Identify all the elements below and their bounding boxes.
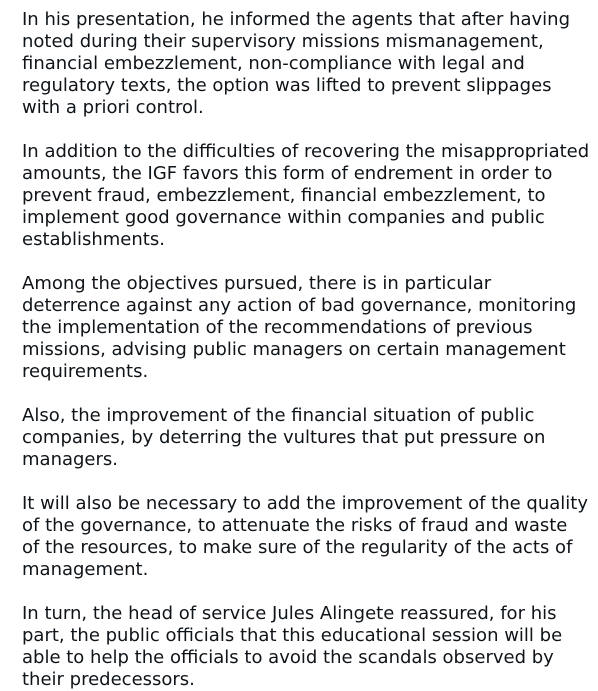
paragraph-presentation: In his presentation, he informed the agents that after having noted during their supervisory missions mismanagement, financial embezzlement, non-compliance with legal and regulatory texts, the option was lifted to prevent slippages with a priori control. xyxy=(22,9,570,118)
paragraph-head-of-service: In turn, the head of service Jules Alingete reassured, for his part, the public officials that this educational session will be able to help the officials to avoid the scandals observed by their predecessors. xyxy=(22,603,563,690)
paragraph-governance-quality: It will also be necessary to add the improvement of the quality of the governance, to attenuate the risks of fraud and waste of the resources, to make sure of the regularity of the acts of management. xyxy=(22,493,588,580)
paragraph-financial-situation: Also, the improvement of the financial situation of public companies, by deterring the vultures that put pressure on managers. xyxy=(22,405,546,470)
paragraph-objectives: Among the objectives pursued, there is in particular deterrence against any action of bad governance, monitoring the implementation of the recommendations of previous missions, advising public managers on certain management requirements. xyxy=(22,273,577,382)
paragraph-igf-objective: In addition to the difficulties of recovering the misappropriated amounts, the IGF favors this form of endrement in order to prevent fraud, embezzlement, financial embezzlement, to implement good governance within companies and public establishments. xyxy=(22,141,590,250)
